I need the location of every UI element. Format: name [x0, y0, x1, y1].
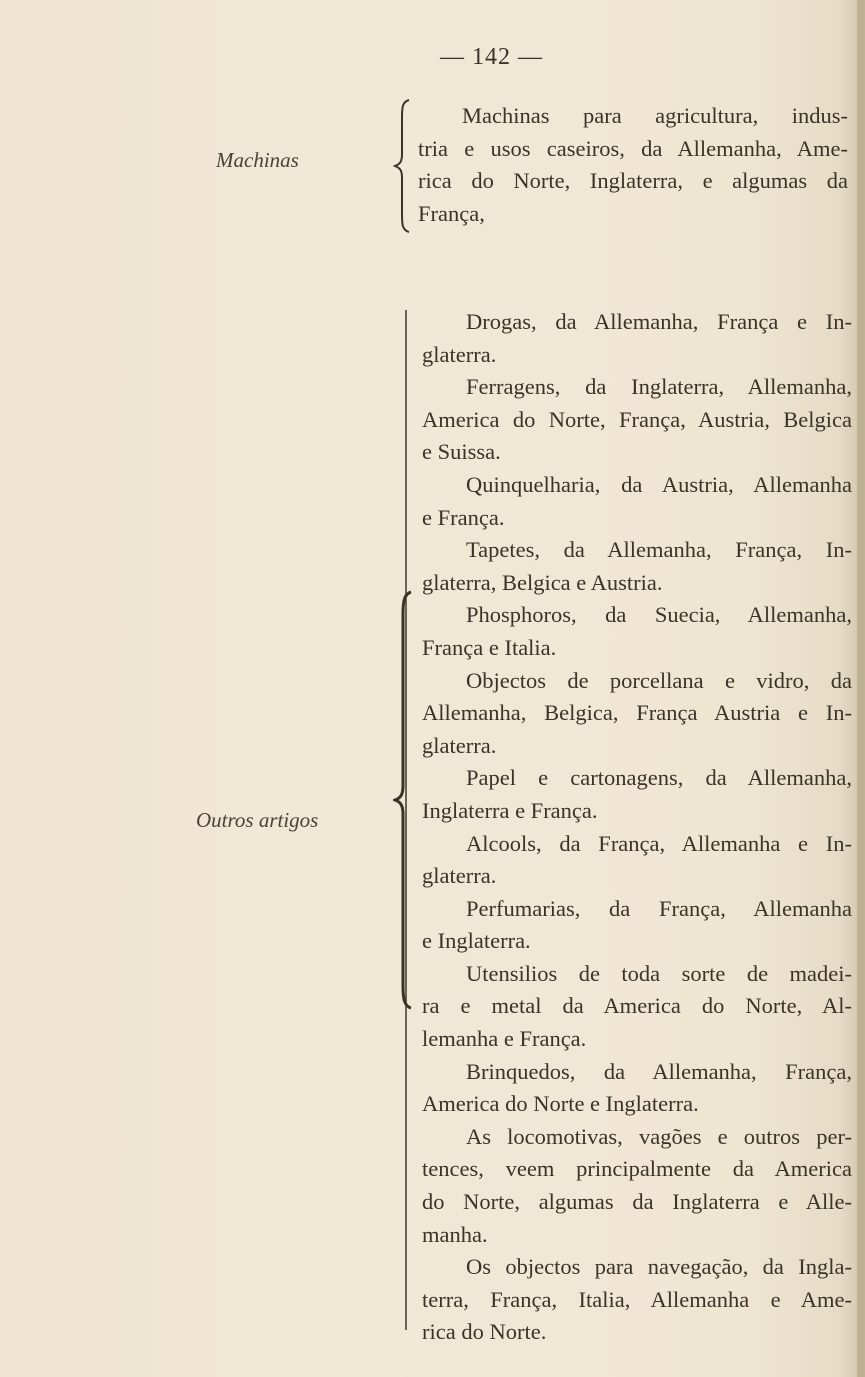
- page-edge: [857, 0, 865, 1377]
- text-line: Brinquedos, da Allemanha, França,: [466, 1058, 852, 1084]
- text-line: rica do Norte, Inglaterra, e algumas da: [418, 168, 848, 194]
- text-line: terra, França, Italia, Allemanha e Ame-: [422, 1286, 852, 1312]
- side-label-machinas: Machinas: [216, 148, 299, 172]
- text-line: Objectos de porcellana e vidro, da: [466, 667, 852, 693]
- text-line: Utensilios de toda sorte de madei-: [466, 960, 852, 986]
- text-block-outros-artigos: [422, 306, 852, 1349]
- text-line: e Suissa.: [422, 439, 501, 465]
- text-line: ra e metal da America do Norte, Al-: [422, 993, 852, 1019]
- text-line: tences, veem principalmente da America: [422, 1156, 852, 1182]
- text-line: Perfumarias, da França, Allemanha: [466, 895, 852, 921]
- text-line: tria e usos caseiros, da Allemanha, Ame-: [418, 135, 848, 161]
- brace-outros-artigos: [393, 590, 417, 1010]
- text-line: glaterra, Belgica e Austria.: [422, 569, 663, 595]
- text-line: glaterra.: [422, 341, 497, 367]
- brace-machinas: [393, 98, 415, 234]
- text-line: America do Norte, França, Austria, Belgica: [422, 406, 852, 432]
- text-line: França,: [418, 200, 485, 226]
- text-line: França e Italia.: [422, 634, 557, 660]
- text-line: do Norte, algumas da Inglaterra e Alle-: [422, 1189, 852, 1215]
- text-line: Quinquelharia, da Austria, Allemanha: [466, 471, 852, 497]
- text-line: e Inglaterra.: [422, 928, 531, 954]
- text-line: Inglaterra e França.: [422, 797, 598, 823]
- text-line: glaterra.: [422, 863, 497, 889]
- text-line: Allemanha, Belgica, França Austria e In-: [422, 700, 852, 726]
- text-line: Os objectos para navegação, da Ingla-: [466, 1254, 852, 1280]
- text-line: Alcools, da França, Allemanha e In-: [466, 830, 852, 856]
- text-block-machinas: [418, 100, 848, 230]
- text-line: rica do Norte.: [422, 1319, 547, 1345]
- text-line: glaterra.: [422, 732, 497, 758]
- text-line: America do Norte e Inglaterra.: [422, 1091, 699, 1117]
- text-line: As locomotivas, vagões e outros per-: [466, 1123, 852, 1149]
- text-line: Ferragens, da Inglaterra, Allemanha,: [466, 374, 852, 400]
- text-line: Tapetes, da Allemanha, França, In-: [466, 537, 852, 563]
- text-line: Papel e cartonagens, da Allemanha,: [466, 765, 852, 791]
- text-line: Drogas, da Allemanha, França e In-: [466, 309, 852, 334]
- side-label-outros-artigos: Outros artigos: [196, 808, 319, 832]
- page-number: — 142 —: [440, 44, 543, 70]
- text-line: manha.: [422, 1221, 488, 1247]
- text-line: e França.: [422, 504, 505, 530]
- text-line: Machinas para agricultura, indus-: [462, 103, 848, 128]
- text-line: lemanha e França.: [422, 1026, 587, 1052]
- text-line: Phosphoros, da Suecia, Allemanha,: [466, 602, 852, 628]
